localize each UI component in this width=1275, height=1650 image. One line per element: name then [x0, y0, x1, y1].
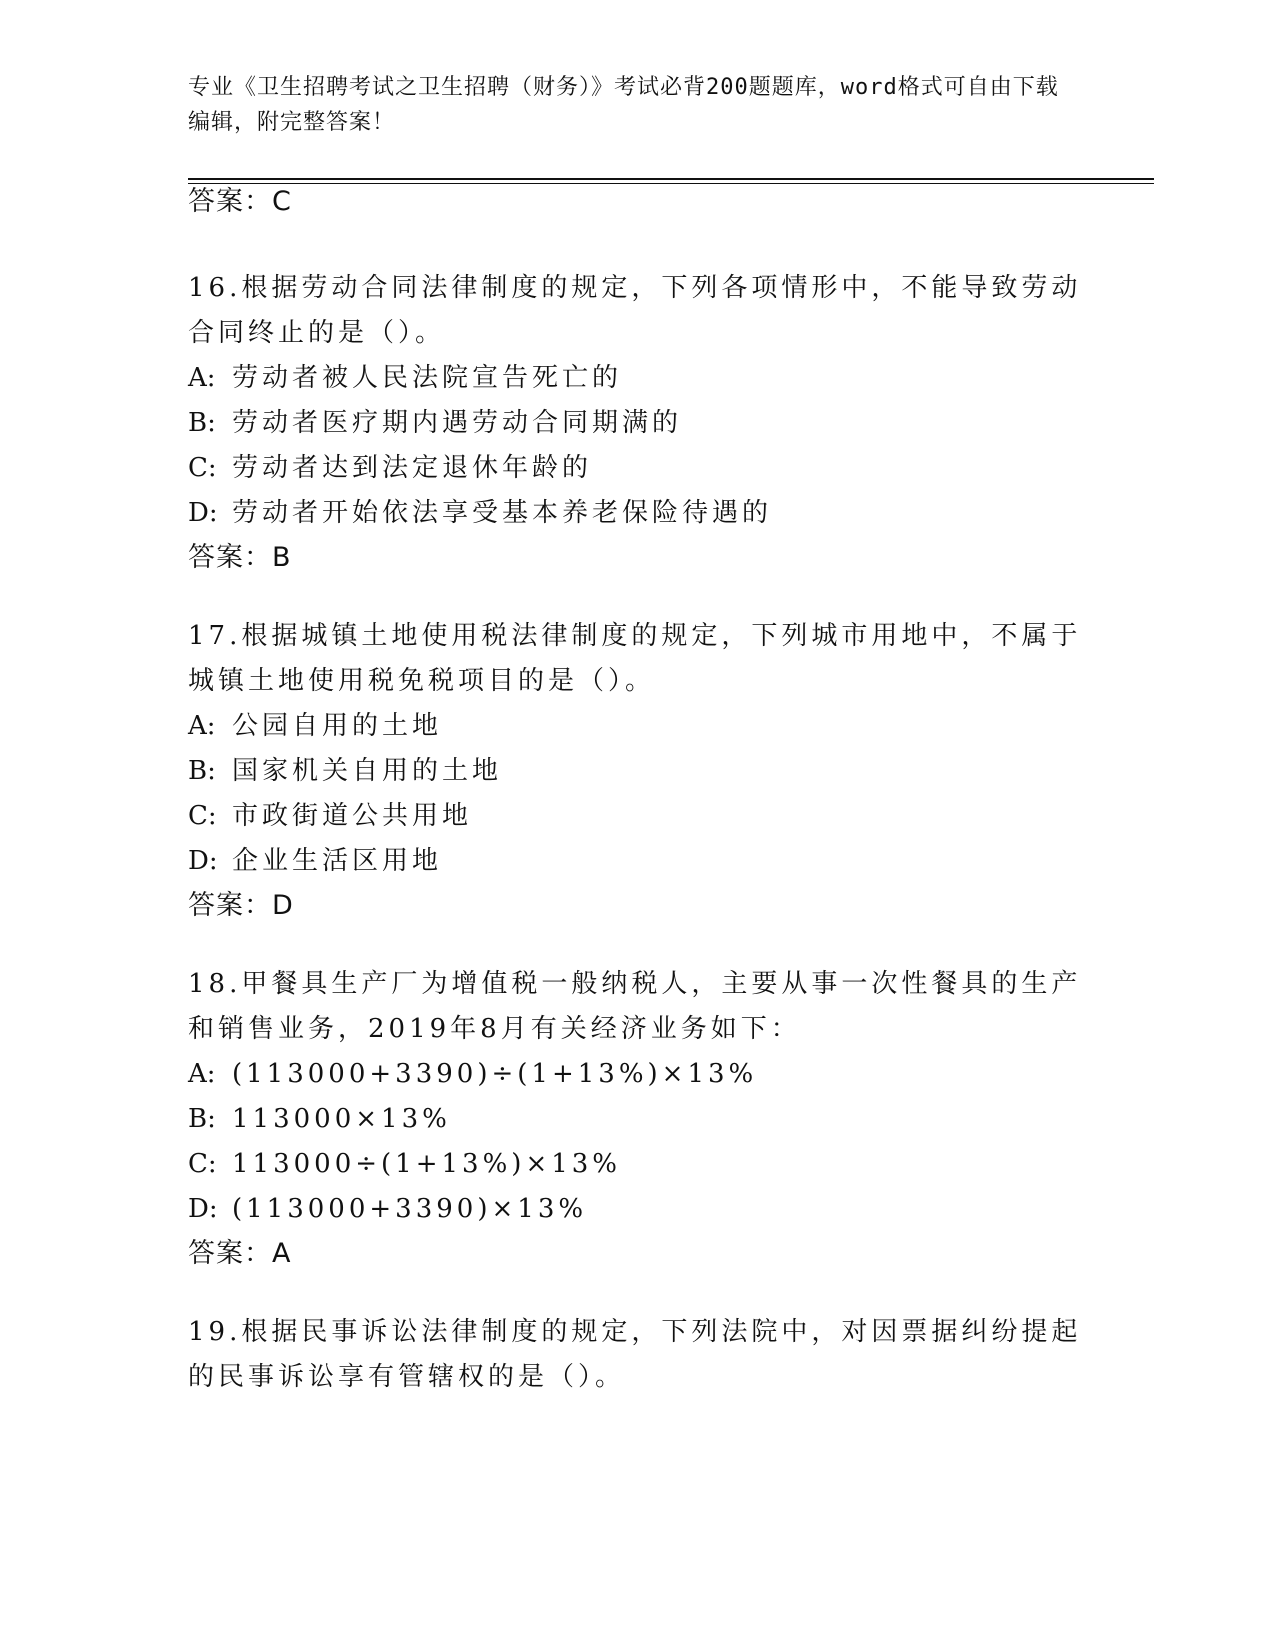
- question-stem: 19.根据民事诉讼法律制度的规定，下列法院中，对因票据纠纷提起的民事诉讼享有管辖权的是（）。: [188, 1317, 1082, 1392]
- option-a: [188, 704, 1088, 749]
- option-text: 劳动者开始依法享受基本养老保险待遇的: [232, 498, 773, 528]
- option-text: 113000×13%: [232, 1104, 451, 1134]
- option-key: B:: [188, 756, 216, 786]
- option-text: 劳动者医疗期内遇劳动合同期满的: [232, 408, 683, 438]
- option-key: A:: [188, 711, 216, 741]
- question-stem: 18.甲餐具生产厂为增值税一般纳税人，主要从事一次性餐具的生产和销售业务，2019年8月有关经济业务如下：: [188, 969, 1082, 1044]
- option-text: 劳动者被人民法院宣告死亡的: [232, 363, 623, 393]
- option-text: 劳动者达到法定退休年龄的: [232, 453, 593, 483]
- option-key: C:: [188, 801, 217, 831]
- option-key: B:: [188, 1104, 216, 1134]
- option-text: 国家机关自用的土地: [232, 756, 503, 786]
- answer-label: 答案：B: [188, 542, 292, 573]
- question-stem: 16.根据劳动合同法律制度的规定，下列各项情形中，不能导致劳动合同终止的是（）。: [188, 273, 1082, 348]
- option-text: (113000+3390)×13%: [232, 1194, 588, 1224]
- question-16: [188, 266, 1088, 578]
- question-stem: 17.根据城镇土地使用税法律制度的规定，下列城市用地中，不属于城镇土地使用税免税项目的是（）。: [188, 621, 1082, 696]
- option-b: [188, 749, 1088, 794]
- option-b: [188, 1097, 1088, 1142]
- option-a: [188, 356, 1088, 401]
- option-text: 113000÷(1+13%)×13%: [232, 1149, 622, 1179]
- option-key: C:: [188, 1149, 217, 1179]
- option-c: [188, 794, 1088, 839]
- option-c: [188, 446, 1088, 491]
- option-key: B:: [188, 408, 216, 438]
- answer-label: 答案：C: [188, 186, 292, 217]
- option-key: D:: [188, 498, 218, 528]
- question-19: [188, 1310, 1088, 1400]
- option-key: A:: [188, 363, 216, 393]
- option-text: 市政街道公共用地: [232, 801, 473, 831]
- option-text: 企业生活区用地: [232, 846, 443, 876]
- document-header-intro: 专业《卫生招聘考试之卫生招聘（财务）》考试必背200题题库，word格式可自由下载编辑，附完整答案！: [188, 75, 1059, 135]
- previous-answer-block: [188, 182, 1088, 222]
- option-key: C:: [188, 453, 217, 483]
- question-17: [188, 614, 1088, 926]
- option-key: A:: [188, 1059, 216, 1089]
- option-key: D:: [188, 1194, 218, 1224]
- option-d: [188, 839, 1088, 884]
- option-a: [188, 1052, 1088, 1097]
- option-key: D:: [188, 846, 218, 876]
- question-18: [188, 962, 1088, 1274]
- answer-label: 答案：A: [188, 1238, 292, 1269]
- option-text: (113000+3390)÷(1+13%)×13%: [232, 1059, 758, 1089]
- option-d: [188, 491, 1088, 536]
- answer-label: 答案：D: [188, 890, 294, 921]
- option-d: [188, 1187, 1088, 1232]
- option-c: [188, 1142, 1088, 1187]
- header-divider: [188, 178, 1154, 180]
- option-b: [188, 401, 1088, 446]
- option-text: 公园自用的土地: [232, 711, 443, 741]
